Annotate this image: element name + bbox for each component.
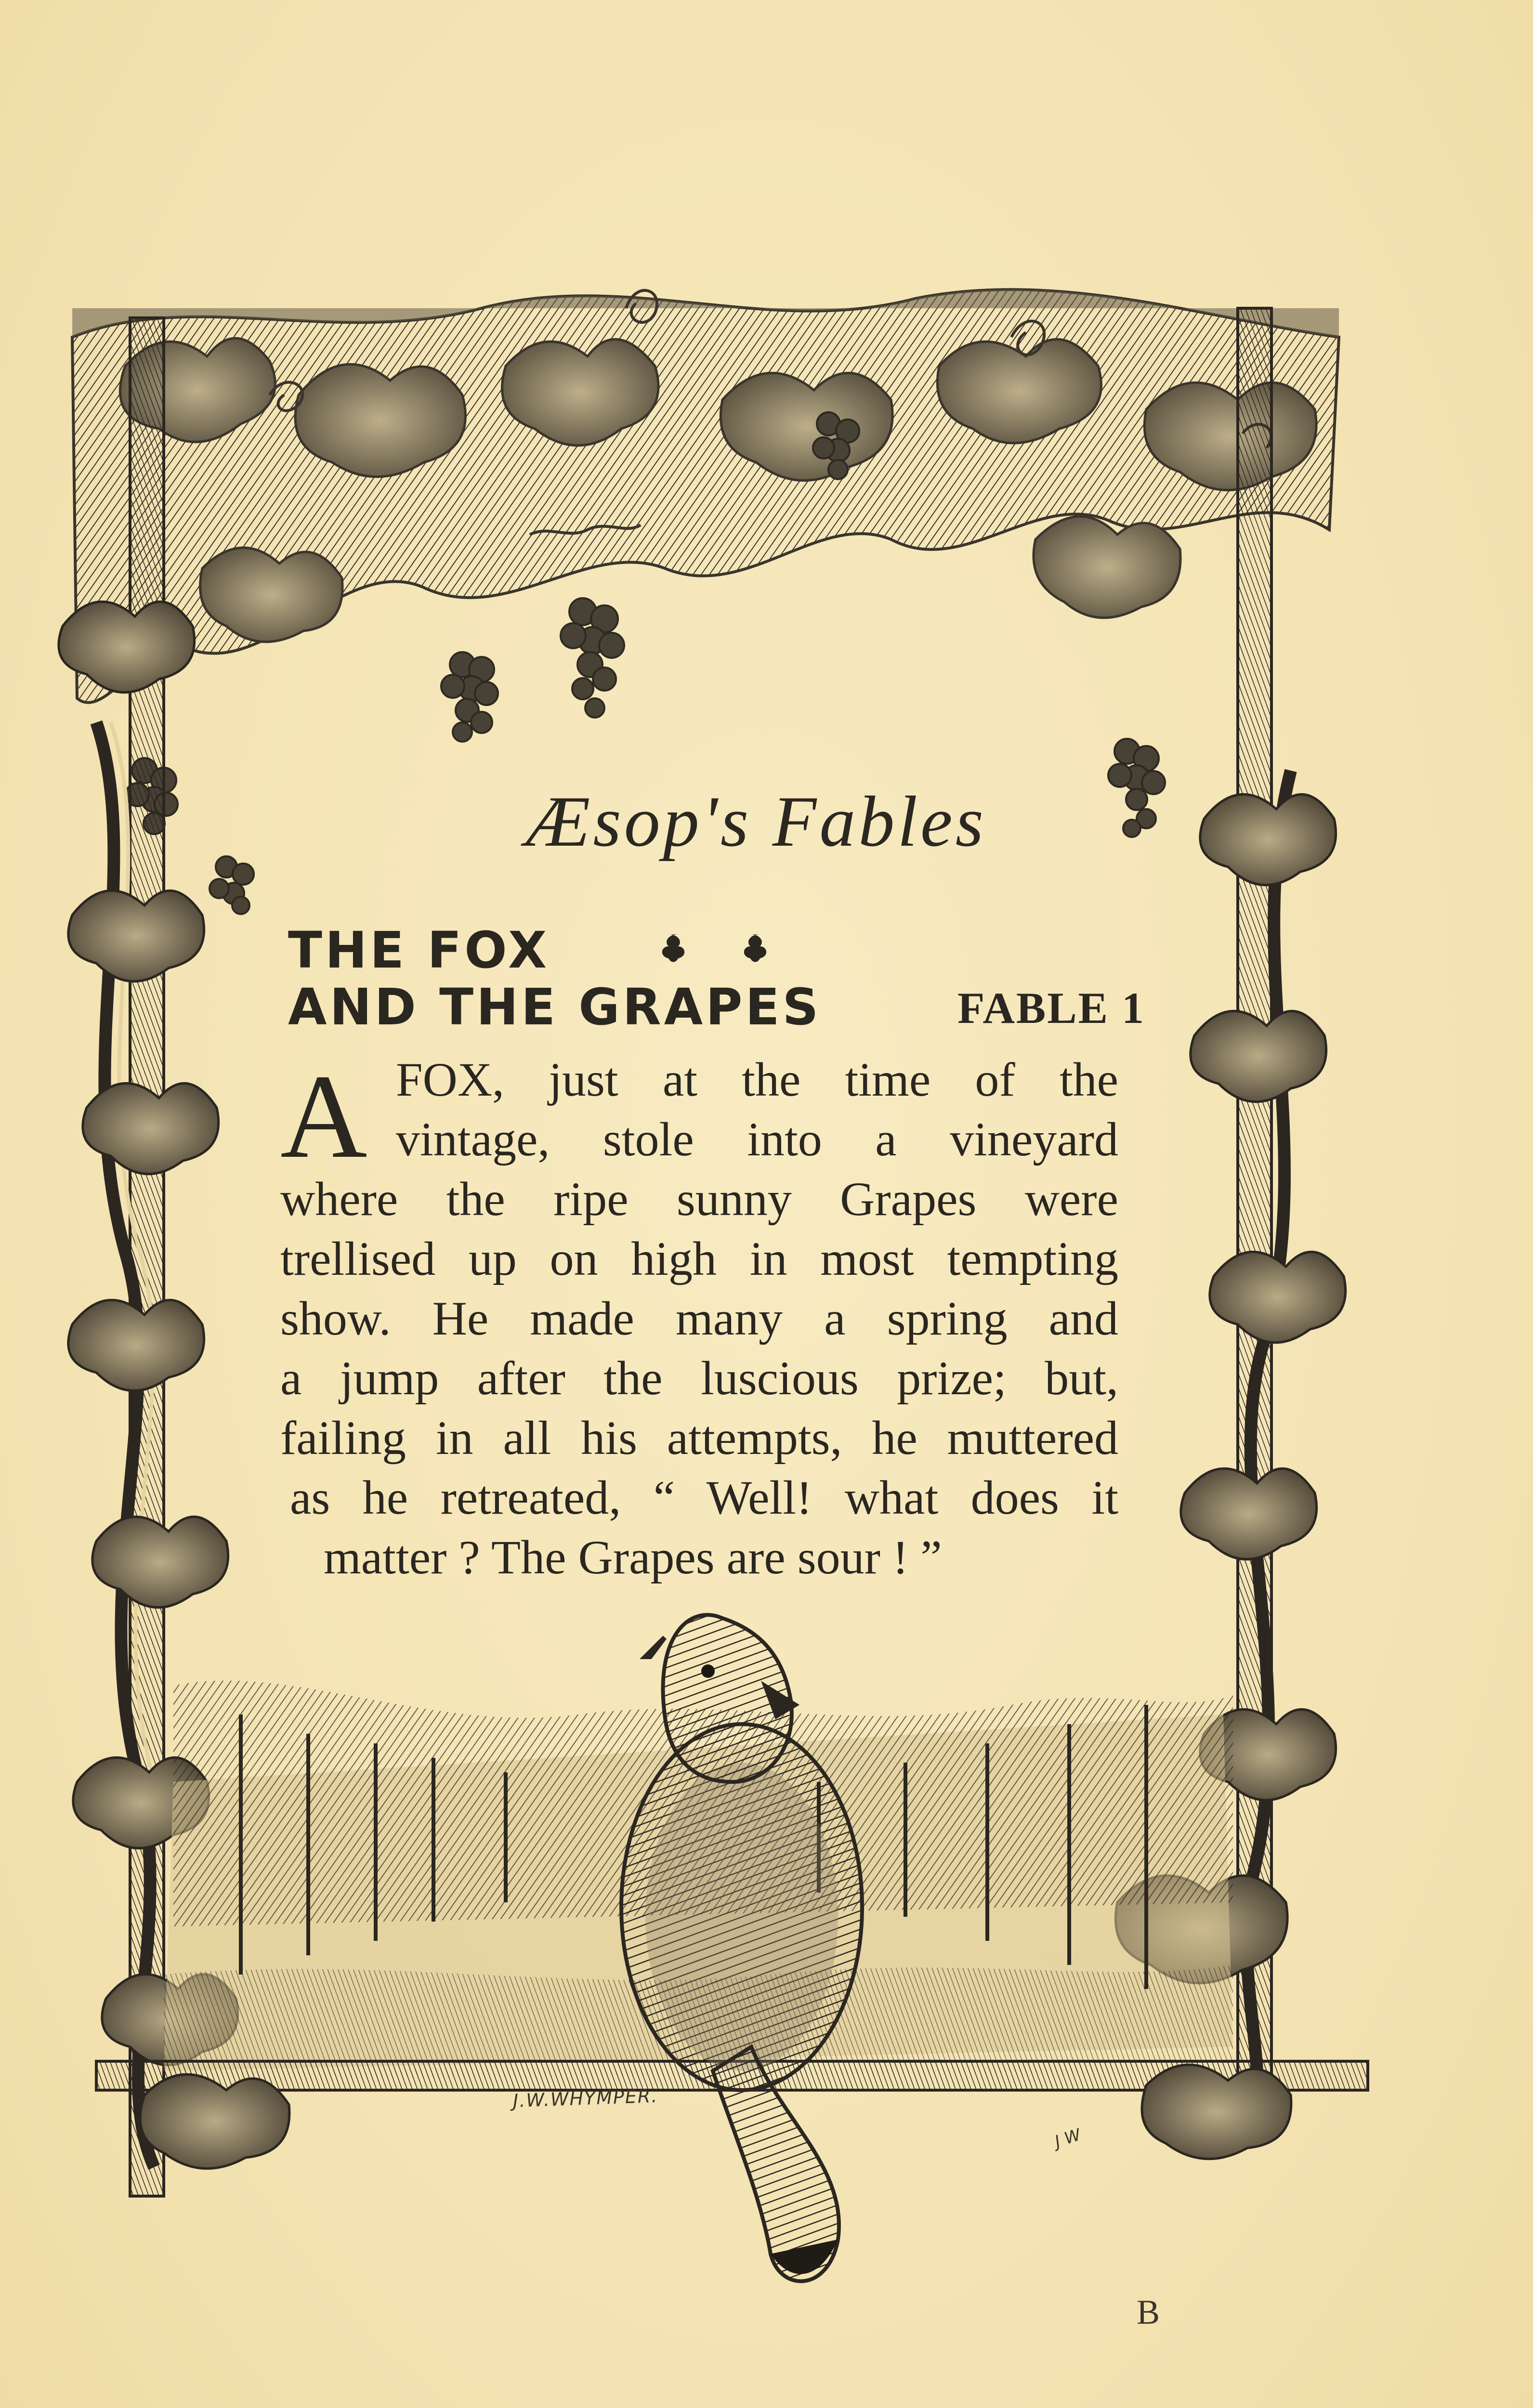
title-line-2: AND THE GRAPES bbox=[288, 978, 822, 1036]
text-line: a jump after the luscious prize; but, bbox=[280, 1351, 1118, 1405]
fable-number: FABLE 1 bbox=[957, 983, 1145, 1033]
grape-cluster-4 bbox=[1108, 739, 1165, 837]
grape-cluster-2 bbox=[561, 598, 624, 718]
text-line: show. He made many a spring and bbox=[280, 1292, 1118, 1345]
text-line: vintage, stole into a vineyard bbox=[396, 1112, 1118, 1166]
grape-cluster-6 bbox=[210, 856, 254, 914]
text-line: trellised up on high in most tempting bbox=[280, 1232, 1118, 1285]
engraver-initials: J W bbox=[1052, 2125, 1084, 2152]
text-line: as he retreated, “ Well! what does it bbox=[290, 1471, 1118, 1524]
engraver-signature: J.W.WHYMPER. bbox=[512, 2085, 659, 2112]
fable-title-block bbox=[288, 915, 1145, 1060]
text-line: failing in all his attempts, he muttered bbox=[280, 1411, 1118, 1465]
grape-cluster-1 bbox=[441, 652, 498, 742]
text-line-last: matter ? The Grapes are sour ! ” bbox=[324, 1531, 942, 1584]
fable-text bbox=[280, 1050, 1118, 1609]
text-line: where the ripe sunny Grapes were bbox=[280, 1172, 1118, 1226]
drop-cap: A bbox=[280, 1050, 367, 1183]
text-line: FOX, just at the time of the bbox=[396, 1053, 1118, 1106]
title-line-1: THE FOX bbox=[288, 921, 550, 980]
fleuron-ornaments bbox=[640, 929, 784, 968]
signature-mark: B bbox=[1137, 2293, 1160, 2331]
running-head: Æsop's Fables bbox=[526, 782, 986, 862]
